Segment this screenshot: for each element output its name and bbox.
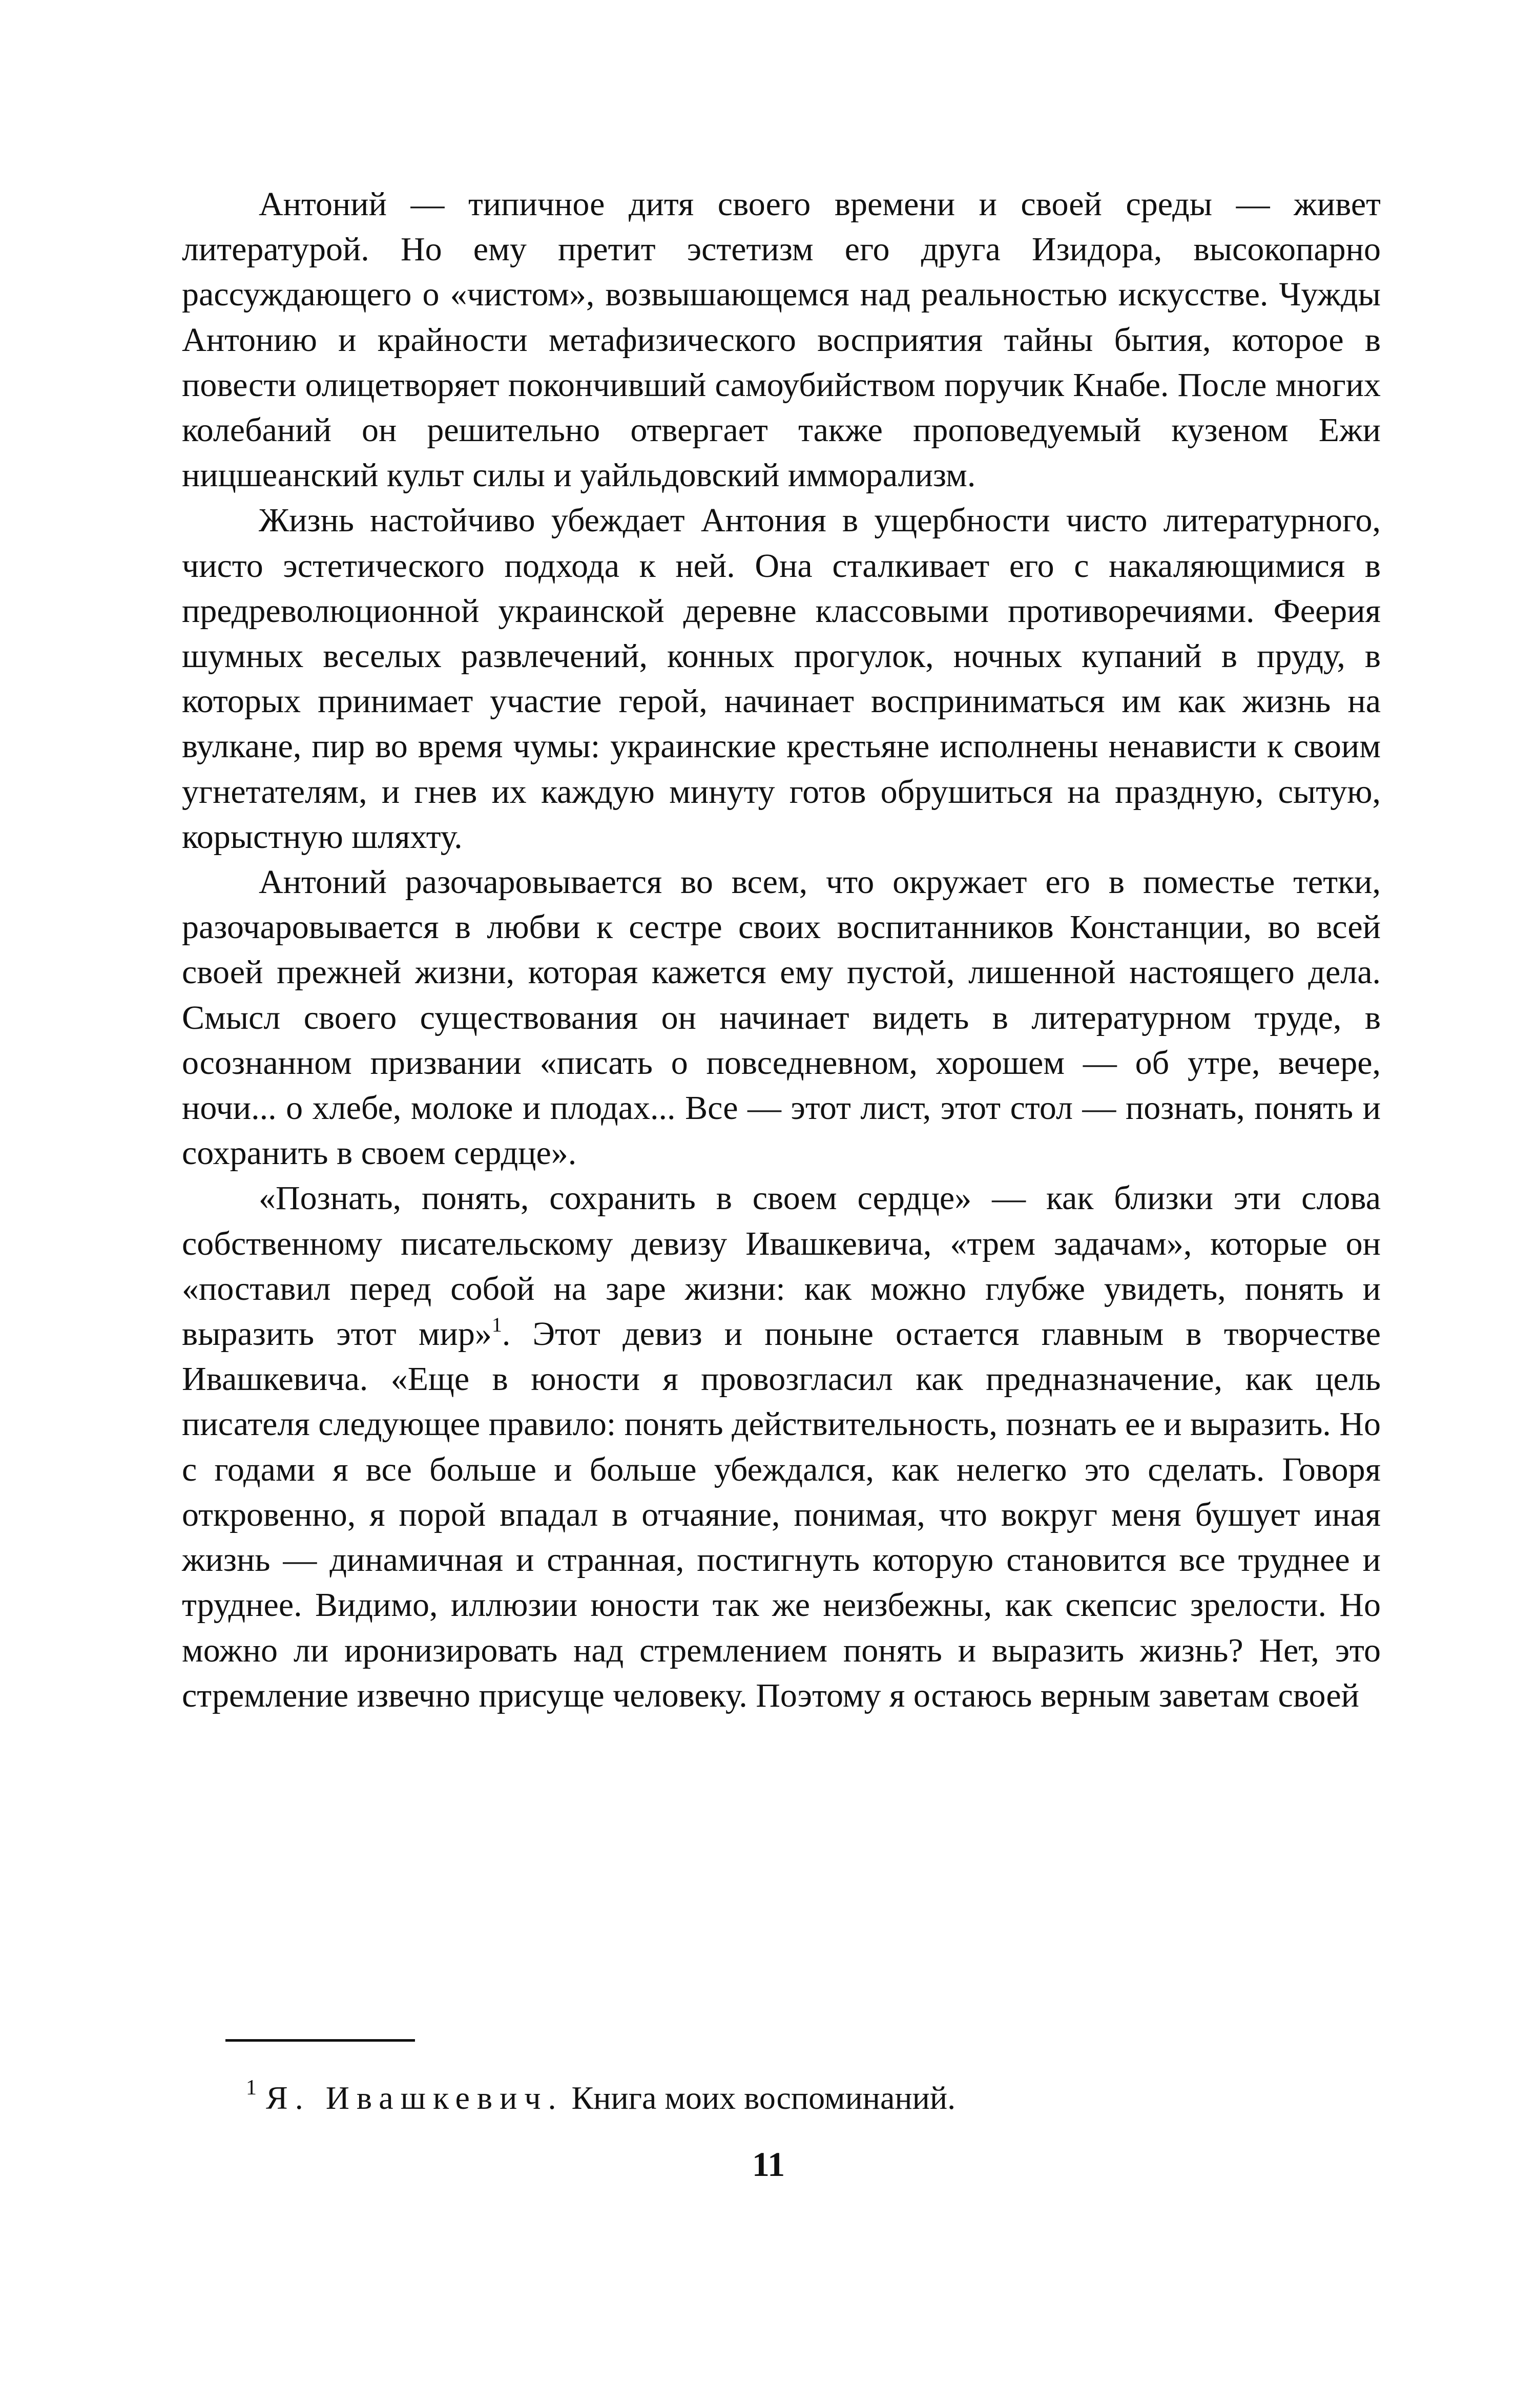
paragraph-1: Антоний — типичное дитя своего времени и своей среды — живет литературой. Но ему претит эстетизм его друга Изидора, высокопарно рассуждающего о «чистом», возвышающемся над реальностью искусстве. Чужды Антонию и крайности метафизического восприятия тайны бытия, которое в повести олицетворяет покончивший самоубийством поручик Кнабе. После многих колебаний он решительно отвергает также проповедуемый кузеном Ежи ницшеанский культ силы и уайльдовский имморализм.: [182, 185, 1381, 494]
footnote-marker: 1: [246, 2076, 257, 2100]
main-text: [182, 182, 1381, 1718]
footnote: [246, 2067, 1373, 2119]
footnote-title: Книга моих воспоминаний.: [571, 2080, 956, 2116]
footnote-reference[interactable]: 1: [491, 1313, 502, 1337]
footnote-author: Я. Ивашкевич.: [266, 2080, 564, 2116]
paragraph-4-part-1: «Познать, понять, сохранить в своем сердце» — как близки эти слова собственному писательскому девизу Ивашкевича, «трем задачам», которые он «поставил перед собой на заре жизни: как можно глубже увидеть, понять и выразить этот мир»: [182, 1179, 1381, 1353]
paragraph-3: Антоний разочаровывается во всем, что окружает его в поместье тетки, разочаровывается в любви к сестре своих воспитанников Констанции, во всей своей прежней жизни, которая кажется ему пустой, лишенной настоящего дела. Смысл своего существования он начинает видеть в литературном труде, в осознанном призвании «писать о повседневном, хорошем — об утре, вечере, ночи... о хлебе, молоке и плодах... Все — этот лист, этот стол — познать, понять и сохранить в своем сердце».: [182, 863, 1381, 1172]
page-number: 11: [752, 2145, 785, 2184]
paragraph-4: [182, 1176, 1381, 1718]
paragraph-4-part-2: . Этот девиз и поныне остается главным в творчестве Ивашкевича. «Еще в юности я провозгласил как предназначение, как цель писателя следующее правило: понять действительность, познать ее и выразить. Но с годами я все больше и больше убеждался, как нелегко это сделать. Говоря откровенно, я порой впадал в отчаяние, понимая, что вокруг меня бушует иная жизнь — динамичная и странная, постигнуть которую становится все труднее и труднее. Видимо, иллюзии юности так же неизбежны, как скепсис зрелости. Но можно ли иронизировать над стремлением понять и выразить жизнь? Нет, это стремление извечно присуще человеку. Поэтому я остаюсь верным заветам своей: [182, 1315, 1381, 1714]
paragraph-2: Жизнь настойчиво убеждает Антония в ущербности чисто литературного, чисто эстетического подхода к ней. Она сталкивает его с накаляющимися в предреволюционной украинской деревне классовыми противоречиями. Феерия шумных веселых развлечений, конных прогулок, ночных купаний в пруду, в которых принимает участие герой, начинает восприниматься им как жизнь на вулкане, пир во время чумы: украинские крестьяне исполнены ненависти к своим угнетателям, и гнев их каждую минуту готов обрушиться на праздную, сытую, корыстную шляхту.: [182, 502, 1381, 856]
footnote-divider: [225, 2039, 415, 2042]
